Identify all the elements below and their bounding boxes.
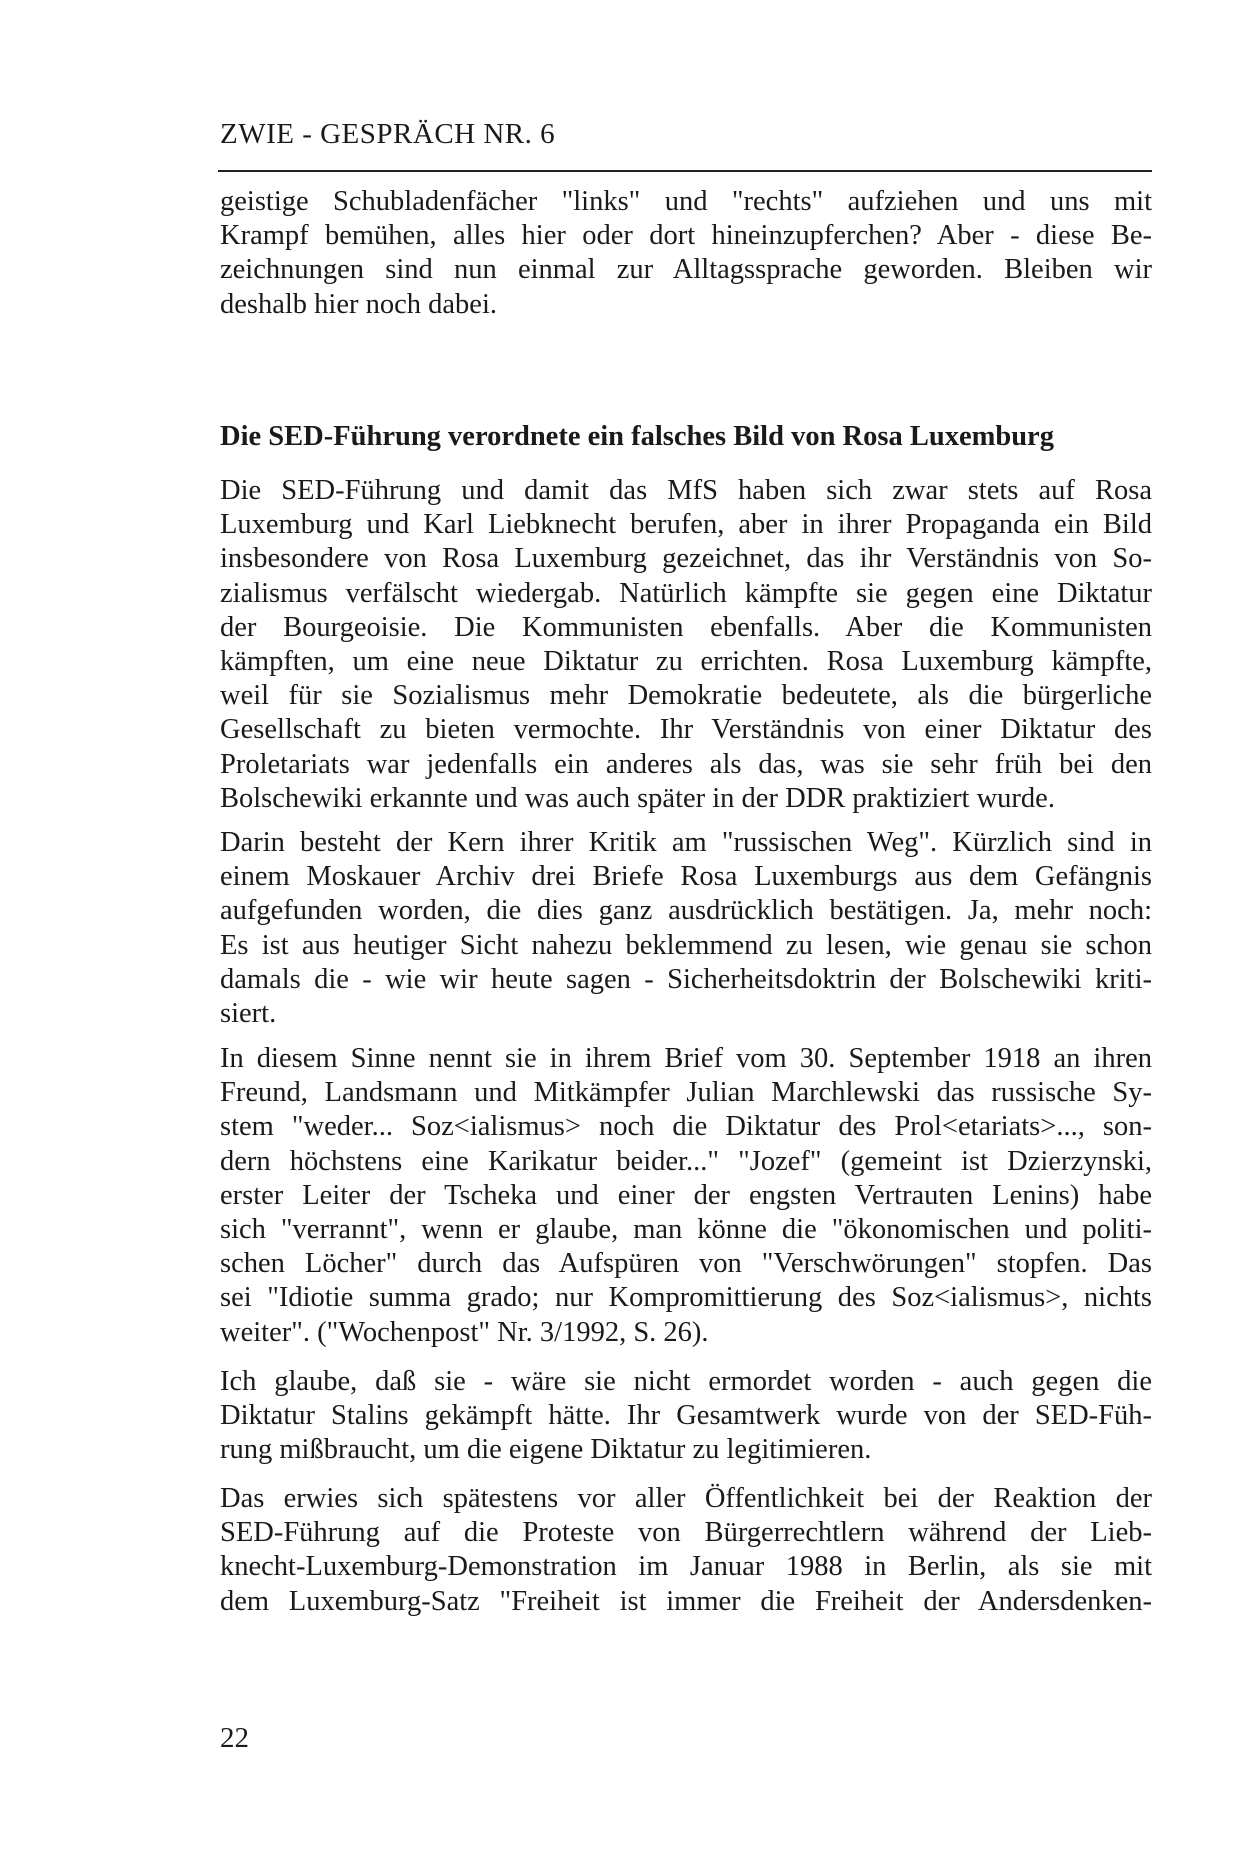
text-line: sei "Idiotie summa grado; nur Kompromittierung des Soz<ialismus>, nichts: [220, 1282, 1152, 1314]
text-line: SED-Führung auf die Proteste von Bürgerrechtlern während der Lieb-: [220, 1517, 1152, 1549]
paragraph-continuation: [220, 185, 1152, 322]
text-line: insbesondere von Rosa Luxemburg gezeichnet, das ihr Verständnis von So-: [220, 543, 1152, 575]
text-line: der Bourgeoisie. Die Kommunisten ebenfalls. Aber die Kommunisten: [220, 611, 1152, 643]
text-line: Es ist aus heutiger Sicht nahezu beklemmend zu lesen, wie genau sie schon: [220, 929, 1152, 961]
text-line: deshalb hier noch dabei.: [220, 288, 497, 320]
text-line: damals die - wie wir heute sagen - Sicherheitsdoktrin der Bolschewiki kriti-: [220, 963, 1152, 995]
text-line: knecht-Luxemburg-Demonstration im Januar 1988 in Berlin, als sie mit: [220, 1551, 1152, 1583]
text-line: Bolschewiki erkannte und was auch später in der DDR praktiziert wurde.: [220, 782, 1055, 814]
paragraph-3: [220, 1042, 1152, 1350]
text-line: Krampf bemühen, alles hier oder dort hineinzupferchen? Aber - diese Be-: [220, 220, 1152, 252]
text-line: weiter". ("Wochenpost" Nr. 3/1992, S. 26).: [220, 1316, 709, 1348]
text-line: sich "verrannt", wenn er glaube, man könne die "ökonomischen und politi-: [220, 1213, 1152, 1245]
text-line: Gesellschaft zu bieten vermochte. Ihr Verständnis von einer Diktatur des: [220, 714, 1152, 746]
text-line: Ich glaube, daß sie - wäre sie nicht ermordet worden - auch gegen die: [220, 1366, 1152, 1397]
text-line: Proletariats war jedenfalls ein anderes als das, was sie sehr früh bei den: [220, 748, 1152, 780]
text-line: weil für sie Sozialismus mehr Demokratie bedeutete, als die bürgerliche: [220, 680, 1152, 712]
text-line: kämpften, um eine neue Diktatur zu errichten. Rosa Luxemburg kämpfte,: [220, 645, 1152, 677]
text-line: siert.: [220, 997, 277, 1029]
text-line: Freund, Landsmann und Mitkämpfer Julian Marchlewski das russische Sy-: [220, 1077, 1152, 1109]
text-line: dem Luxemburg-Satz "Freiheit ist immer die Freiheit der Andersdenken-: [220, 1585, 1152, 1617]
paragraph-1: [220, 474, 1152, 816]
text-line: zeichnungen sind nun einmal zur Alltagssprache geworden. Bleiben wir: [220, 254, 1152, 286]
text-line: stem "weder... Soz<ialismus> noch die Diktatur des Prol<etariats>..., son-: [220, 1111, 1152, 1143]
text-line: Das erwies sich spätestens vor aller Öffentlichkeit bei der Reaktion der: [220, 1483, 1152, 1514]
text-line: In diesem Sinne nennt sie in ihrem Brief vom 30. September 1918 an ihren: [220, 1043, 1152, 1074]
paragraph-2: [220, 826, 1152, 1031]
page-number: 22: [220, 1722, 249, 1754]
section-heading: Die SED-Führung verordnete ein falsches Bild von Rosa Luxemburg: [220, 421, 1054, 452]
text-line: geistige Schubladenfächer "links" und "rechts" aufziehen und uns mit: [220, 186, 1152, 217]
running-header: ZWIE - GESPRÄCH NR. 6: [220, 118, 556, 150]
header-rule: [218, 170, 1152, 172]
text-line: Diktatur Stalins gekämpft hätte. Ihr Gesamtwerk wurde von der SED-Füh-: [220, 1400, 1152, 1432]
text-line: Luxemburg und Karl Liebknecht berufen, aber in ihrer Propaganda ein Bild: [220, 509, 1152, 541]
text-line: dern höchstens eine Karikatur beider..." "Jozef" (gemeint ist Dzierzynski,: [220, 1145, 1152, 1177]
text-line: erster Leiter der Tscheka und einer der engsten Vertrauten Lenins) habe: [220, 1179, 1152, 1211]
text-line: Die SED-Führung und damit das MfS haben sich zwar stets auf Rosa: [220, 475, 1152, 506]
text-line: aufgefunden worden, die dies ganz ausdrücklich bestätigen. Ja, mehr noch:: [220, 895, 1152, 927]
text-line: Darin besteht der Kern ihrer Kritik am "russischen Weg". Kürzlich sind in: [220, 827, 1152, 858]
text-line: einem Moskauer Archiv drei Briefe Rosa Luxemburgs aus dem Gefängnis: [220, 861, 1152, 893]
paragraph-4: [220, 1365, 1152, 1468]
text-line: schen Löcher" durch das Aufspüren von "Verschwörungen" stopfen. Das: [220, 1248, 1152, 1280]
paragraph-5: [220, 1482, 1152, 1619]
text-line: zialismus verfälscht wiedergab. Natürlich kämpfte sie gegen eine Diktatur: [220, 577, 1152, 609]
text-line: rung mißbraucht, um die eigene Diktatur zu legitimieren.: [220, 1434, 872, 1466]
